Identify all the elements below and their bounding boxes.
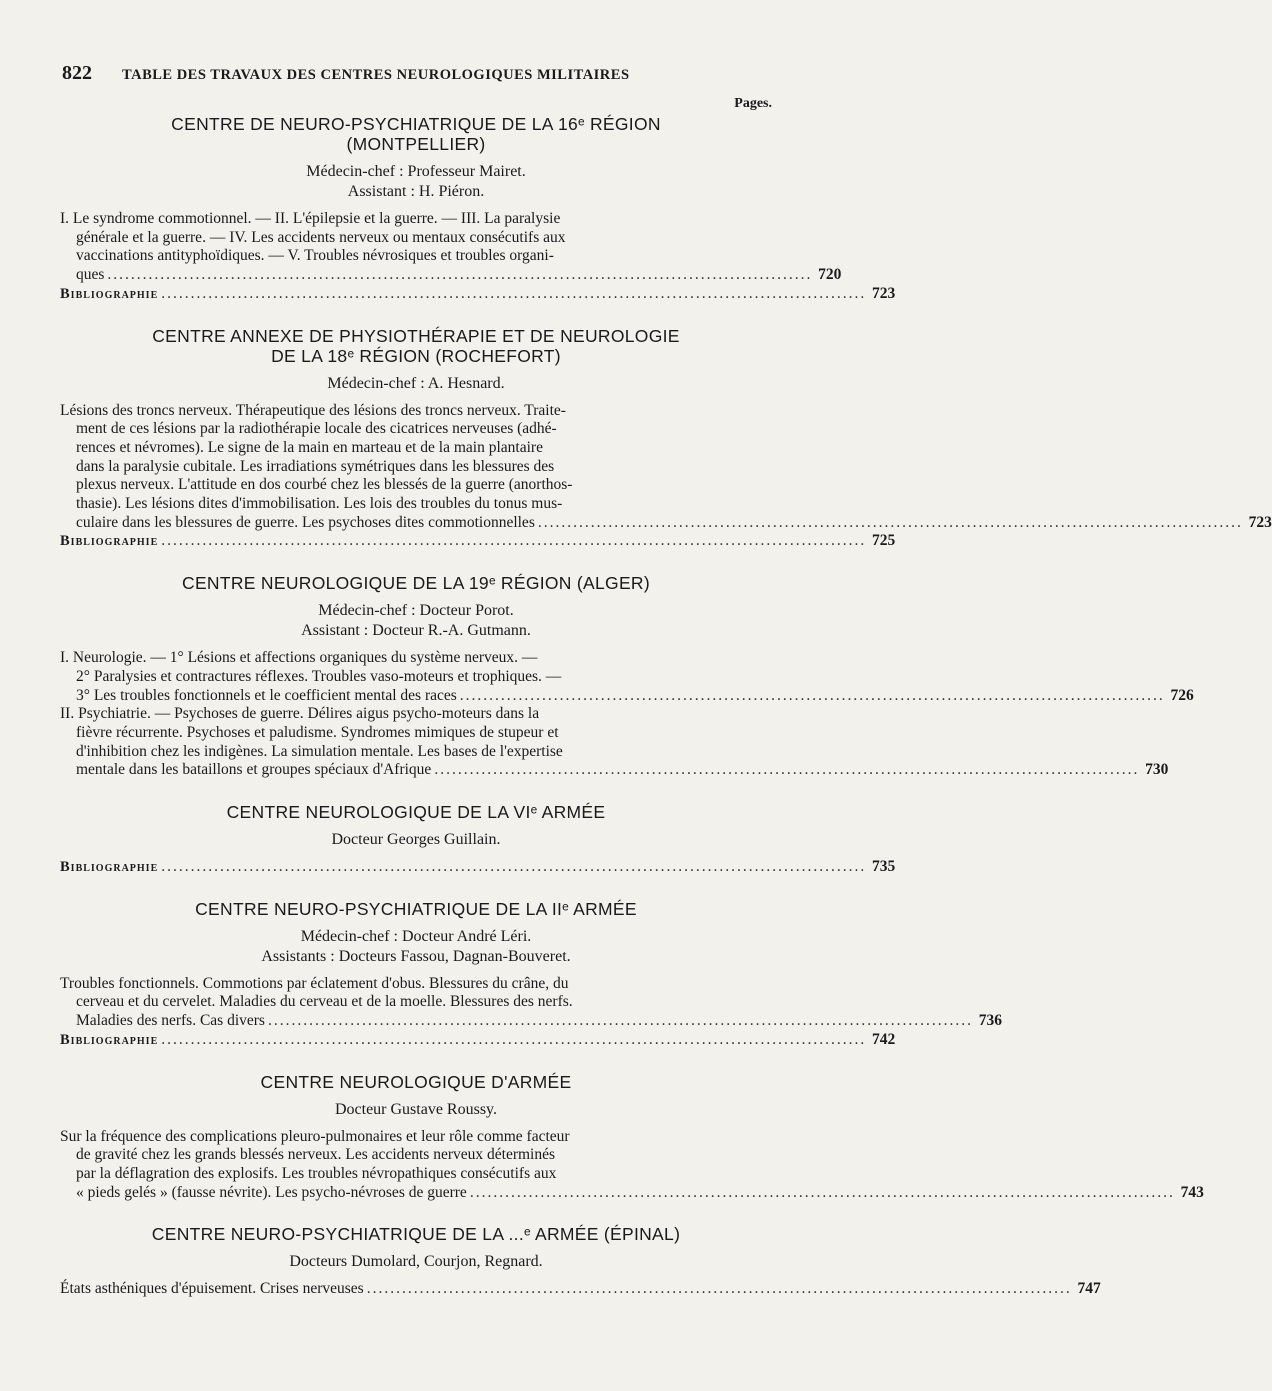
- entry-line: de gravité chez les grands blessés nerveux. Les accidents nerveux déterminés: [76, 1146, 556, 1164]
- staff-line: Assistant : H. Piéron.: [347, 183, 485, 200]
- staff-line: Assistants : Docteurs Fassou, Dagnan-Bouveret.: [261, 947, 571, 965]
- staff-line: Médecin-chef : Professeur Mairet.: [306, 163, 526, 180]
- dot-leader: ........................................................................................................................: [469, 1183, 1175, 1201]
- page-ref: 720: [818, 266, 842, 284]
- section-title: CENTRE ANNEXE DE PHYSIOTHÉRAPIE ET DE NEUROLOGIE: [152, 325, 680, 346]
- entry-line: Lésions des troncs nerveux. Thérapeutique des lésions des troncs nerveux. Traite-: [60, 401, 566, 419]
- section-armee: [60, 1071, 1204, 1203]
- entry-text: [60, 649, 772, 686]
- section-montpellier: [60, 114, 896, 304]
- section-title: CENTRE NEUROLOGIQUE DE LA 19ᵉ RÉGION (ALGER): [182, 573, 650, 594]
- entry-line: plexus nerveux. L'attitude en dos courbé chez les blessés de la guerre (anorthos-: [76, 476, 573, 494]
- section-epinal: [60, 1224, 1101, 1299]
- toc-row: [60, 1183, 1204, 1203]
- table-of-works: [60, 114, 1272, 1299]
- entry-line: II. Psychiatrie. — Psychoses de guerre. Délires aigus psycho-moteurs dans la: [60, 705, 540, 723]
- section-title: CENTRE NEUROLOGIQUE DE LA VIᵉ ARMÉE: [226, 802, 606, 823]
- running-title: TABLE DES TRAVAUX DES CENTRES NEUROLOGIQUES MILITAIRES: [122, 67, 630, 83]
- entry-line: Sur la fréquence des complications pleuro-pulmonaires et leur rôle comme facteur: [60, 1127, 570, 1145]
- section-rochefort: [60, 325, 1272, 552]
- section-ii-armee: [60, 898, 1002, 1050]
- page-ref: 723: [1248, 513, 1272, 531]
- page-ref: 747: [1077, 1280, 1101, 1298]
- entry-text: [60, 402, 772, 514]
- page-ref: 742: [872, 1030, 896, 1048]
- page-ref: 735: [872, 858, 896, 876]
- toc-row: [60, 284, 896, 304]
- entry-line: « pieds gelés » (fausse névrite). Les psycho-névroses de guerre: [76, 1183, 467, 1201]
- section-vi-armee: [60, 802, 896, 877]
- toc-row: [60, 513, 1272, 533]
- staff-line: Docteur Georges Guillain.: [331, 831, 501, 849]
- entry-line: cerveau et du cervelet. Maladies du cerveau et de la moelle. Blessures des nerfs.: [76, 993, 573, 1011]
- staff-line: Docteur Gustave Roussy.: [334, 1100, 498, 1118]
- toc-row: [60, 532, 896, 551]
- staff-line: Médecin-chef : Docteur André Léri.: [300, 927, 532, 945]
- toc-row: [60, 761, 1169, 780]
- staff-line: Médecin-chef : A. Hesnard.: [327, 374, 505, 392]
- entry-line: I. Le syndrome commotionnel. — II. L'épilepsie et la guerre. — III. La paralysie: [60, 210, 561, 227]
- toc-row: [60, 1030, 896, 1050]
- entry-line: d'inhibition chez les indigènes. La simulation mentale. Les bases de l'expertise: [76, 742, 563, 760]
- bibliography-label: Bibliographie: [60, 533, 159, 550]
- dot-leader: ........................................................................................................................: [459, 686, 1165, 704]
- entry-line: rences et névromes). Le signe de la main en marteau et de la main plantaire: [76, 438, 543, 456]
- dot-leader: ........................................................................................................................: [161, 858, 867, 876]
- dot-leader: ........................................................................................................................: [107, 266, 813, 284]
- entry-line: I. Neurologie. — 1° Lésions et affections organiques du système nerveux. —: [60, 649, 538, 667]
- entry-line: mentale dans les bataillons et groupes spéciaux d'Afrique: [76, 761, 432, 779]
- page-ref: 736: [978, 1012, 1002, 1030]
- dot-leader: ........................................................................................................................: [434, 761, 1140, 779]
- entry-line: 2° Paralysies et contractures réflexes. Troubles vaso-moteurs et trophiques. —: [76, 667, 562, 685]
- page-ref: 723: [872, 284, 896, 302]
- staff-line: Docteurs Dumolard, Courjon, Regnard.: [289, 1253, 543, 1271]
- entry-text: [60, 975, 772, 1012]
- entry-line: Maladies des nerfs. Cas divers: [76, 1012, 265, 1030]
- page-ref: 743: [1180, 1183, 1204, 1201]
- entry-line: ques: [76, 266, 105, 284]
- page-ref: 730: [1145, 761, 1169, 779]
- section-title: CENTRE NEURO-PSYCHIATRIQUE DE LA IIᵉ ARMÉE: [195, 898, 637, 919]
- toc-row: [60, 1280, 1101, 1299]
- section-subtitle: (MONTPELLIER): [346, 134, 486, 154]
- page-ref: 725: [872, 532, 896, 550]
- entry-text: [60, 1128, 772, 1184]
- staff-line: Assistant : Docteur R.-A. Gutmann.: [301, 622, 531, 640]
- entry-line: ment de ces lésions par la radiothérapie locale des cicatrices nerveuses (adhé-: [76, 420, 557, 438]
- bibliography-label: Bibliographie: [60, 285, 159, 302]
- dot-leader: ........................................................................................................................: [161, 1030, 867, 1048]
- entry-text: [60, 210, 772, 266]
- section-alger: [60, 573, 1194, 780]
- entry-line: thasie). Les lésions dites d'immobilisation. Les lois des troubles du tonus mus-: [76, 495, 563, 513]
- entry-line: par la déflagration des explosifs. Les troubles névropathiques consécutifs aux: [76, 1164, 557, 1182]
- entry-line: Troubles fonctionnels. Commotions par éclatement d'obus. Blessures du crâne, du: [60, 974, 569, 992]
- pages-column-label: Pages.: [734, 96, 772, 111]
- section-title: CENTRE DE NEURO-PSYCHIATRIQUE DE LA 16ᵉ RÉGION: [171, 114, 661, 134]
- page-ref: 726: [1170, 686, 1194, 704]
- section-title: CENTRE NEUROLOGIQUE D'ARMÉE: [260, 1071, 572, 1092]
- dot-leader: ........................................................................................................................: [161, 284, 867, 302]
- section-title: CENTRE NEURO-PSYCHIATRIQUE DE LA ...ᵉ ARMÉE (ÉPINAL): [151, 1224, 681, 1245]
- entry-text: [60, 705, 772, 761]
- entry-line: États asthéniques d'épuisement. Crises nerveuses: [60, 1280, 364, 1298]
- dot-leader: ........................................................................................................................: [537, 513, 1243, 531]
- page-number: 822: [62, 62, 92, 84]
- section-subtitle: DE LA 18ᵉ RÉGION (ROCHEFORT): [271, 345, 561, 366]
- toc-row: [60, 1012, 1002, 1031]
- entry-line: fièvre récurrente. Psychoses et paludisme. Syndromes mimiques de stupeur et: [76, 723, 559, 741]
- toc-row: [60, 266, 842, 285]
- entry-line: dans la paralysie cubitale. Les irradiations symétriques dans les blessures des: [76, 457, 555, 475]
- toc-row: [60, 686, 1194, 706]
- bibliography-label: Bibliographie: [60, 1031, 159, 1048]
- staff-line: Médecin-chef : Docteur Porot.: [318, 602, 514, 620]
- entry-line: générale et la guerre. — IV. Les accidents nerveux ou mentaux consécutifs aux: [76, 228, 566, 246]
- bibliography-label: Bibliographie: [60, 859, 159, 876]
- dot-leader: ........................................................................................................................: [366, 1280, 1072, 1298]
- dot-leader: ........................................................................................................................: [161, 532, 867, 550]
- toc-row: [60, 858, 896, 877]
- dot-leader: ........................................................................................................................: [267, 1012, 973, 1030]
- entry-line: 3° Les troubles fonctionnels et le coefficient mental des races: [76, 686, 457, 704]
- entry-line: vaccinations antityphoïdiques. — V. Troubles névrosiques et troubles organi-: [76, 247, 554, 265]
- page-header: [62, 62, 772, 85]
- entry-line: culaire dans les blessures de guerre. Les psychoses dites commotionnelles: [76, 513, 535, 531]
